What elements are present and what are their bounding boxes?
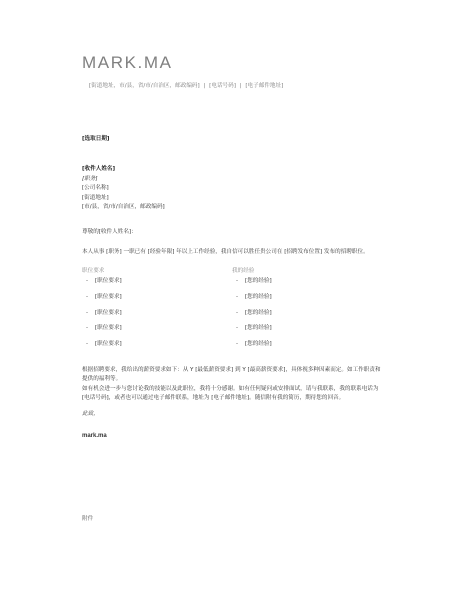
experience-list [236,278,272,357]
signature: mark.ma [82,433,107,439]
contact-separator: | [239,83,242,89]
list-item: - [您的经验] [236,293,272,300]
salary-paragraph: 根据招聘要求，我给出的薪资要求如下：从 Y [最低薪资要求] 到 Y [最高薪资要求]，具体视多种因素而定。如工作职责和提供的福利等。 [82,367,381,383]
bullet: - [236,341,239,348]
contact-paragraph: 如有机会进一步与您讨论我的技能以及此职位，我将十分感谢。如有任何疑问或安排面试，请与我联系，我的联系电话为 [电话号码]，或者也可以通过电子邮件联系，地址为 [电子邮件地址]。随信附有我的简历，期待您的回音。 [82,386,379,402]
recipient-block [82,165,165,213]
list-item: - [您的经验] [236,309,272,316]
bullet: - [86,325,89,332]
sender-email: [电子邮件地址] [245,83,284,89]
recipient-street: [街道地址] [82,194,109,201]
requirements-list [86,278,122,357]
enclosure-label: 附件 [82,516,94,522]
bullet: - [236,325,239,332]
experience-header: 我的经验 [232,268,255,274]
list-item: - [职位要求] [86,293,122,300]
bullet: - [236,278,239,284]
sender-contact-line [89,81,419,89]
sender-name: MARK.MA [82,53,173,72]
bullet: - [86,309,89,316]
recipient-name: [收件人姓名] [82,166,116,172]
letter-date: [选取日期] [82,136,110,142]
list-item: - [职位要求] [86,325,122,332]
list-item: - [您的经验] [236,341,272,348]
list-item: - [您的经验] [236,278,272,284]
intro-paragraph: 本人从事 [职务] 一职已有 [经验年限] 年以上工作经验，我自信可以胜任贵公司在 [招聘发布位置] 发布的招聘职位。 [82,249,369,255]
recipient-title: [职务] [82,175,98,182]
salutation: 尊敬的[收件人姓名]： [82,229,137,235]
sender-address: [街道地址，市/县，省/市/自治区，邮政编码] [89,83,200,89]
contact-separator: | [203,83,206,89]
list-item: - [职位要求] [86,341,122,348]
recipient-company: [公司名称] [82,185,109,192]
list-item: - [职位要求] [86,278,122,284]
list-item: - [职位要求] [86,309,122,316]
list-item: - [您的经验] [236,325,272,332]
bullet: - [86,278,89,284]
recipient-city: [市/县，省/市/自治区，邮政编码] [82,204,165,211]
bullet: - [236,309,239,316]
sender-phone: [电话号码] [209,83,236,89]
closing-line: 此致， [82,411,99,417]
bullet: - [236,293,239,300]
bullet: - [86,341,89,348]
bullet: - [86,293,89,300]
requirements-header: 职位要求 [82,268,105,274]
